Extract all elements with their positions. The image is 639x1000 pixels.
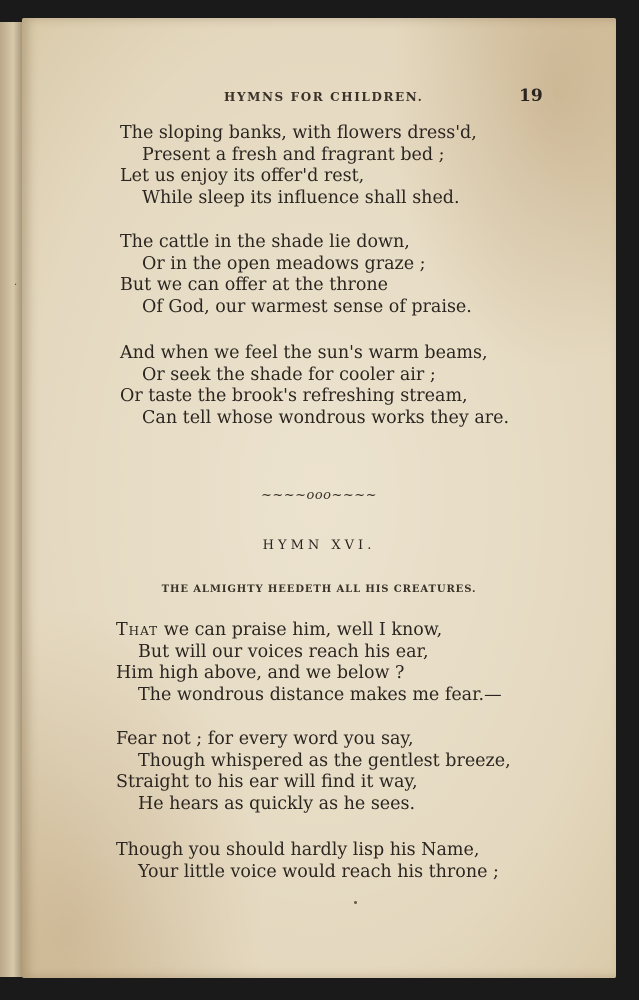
book-page — [22, 18, 616, 978]
verse-line: Of God, our warmest sense of praise. — [142, 296, 472, 317]
page-header — [22, 88, 616, 108]
hymn-stanza-3 — [116, 840, 566, 883]
hymn-stanza-2 — [116, 729, 566, 815]
verse-line: But we can offer at the throne — [120, 275, 389, 295]
verse-line: Or in the open meadows graze ; — [142, 253, 426, 274]
stanza-1 — [120, 123, 570, 209]
verse-line: He hears as quickly as he sees. — [138, 793, 416, 814]
verse-line: The sloping banks, with flowers dress'd, — [120, 123, 477, 143]
facing-page-edge — [0, 22, 22, 977]
verse-line: While sleep its influence shall shed. — [142, 187, 460, 208]
verse-line: The cattle in the shade lie down, — [120, 232, 410, 252]
hymn-stanza-1 — [116, 620, 566, 706]
hymn-subtitle: THE ALMIGHTY HEEDETH ALL HIS CREATURES. — [161, 584, 477, 595]
verse-line-rest: we can praise him, well I know, — [163, 620, 443, 640]
verse-line: And when we feel the sun's warm beams, — [120, 343, 488, 363]
running-title: HYMNS FOR CHILDREN. — [224, 90, 424, 104]
verse-line: Let us enjoy its offer'd rest, — [120, 166, 365, 186]
verse-line: Or seek the shade for cooler air ; — [142, 364, 436, 385]
hymn-title: HYMN XVI. — [262, 538, 376, 553]
first-word: That — [116, 620, 159, 640]
verse-line: Though whispered as the gentlest breeze, — [138, 750, 511, 771]
page-number: 19 — [519, 86, 543, 106]
verse-line: Or taste the brook's refreshing stream, — [120, 386, 468, 406]
verse-line: Though you should hardly lisp his Name, — [116, 840, 480, 860]
verse-line: Fear not ; for every word you say, — [116, 729, 414, 749]
ornamental-divider: ~~~~ooo~~~~ — [260, 488, 378, 503]
verse-line — [116, 620, 566, 642]
verse-line: Him high above, and we below ? — [116, 663, 405, 683]
verse-line: Straight to his ear will find it way, — [116, 772, 418, 792]
verse-line: Present a fresh and fragrant bed ; — [142, 144, 445, 165]
verse-line: But will our voices reach his ear, — [138, 641, 429, 662]
verse-line: The wondrous distance makes me fear.— — [138, 684, 502, 705]
verse-line: Your little voice would reach his throne ; — [138, 861, 499, 882]
verse-line: Can tell whose wondrous works they are. — [142, 407, 510, 428]
stanza-3 — [120, 343, 570, 429]
ink-speck — [354, 901, 357, 904]
stanza-2 — [120, 232, 570, 318]
margin-mark: · — [14, 280, 18, 291]
